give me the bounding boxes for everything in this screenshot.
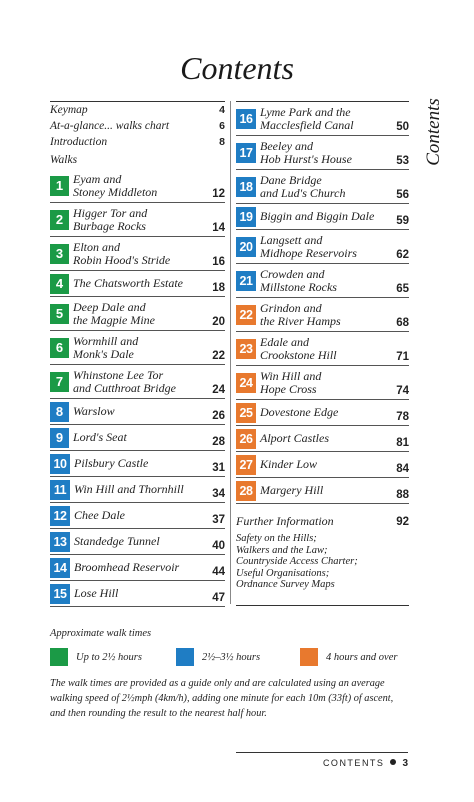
walk-name	[73, 301, 212, 327]
walk-name-line1: Grindon and	[260, 300, 322, 315]
blue-swatch	[176, 648, 194, 666]
walk-name	[74, 457, 212, 470]
walk-number-badge: 4	[50, 274, 69, 294]
walk-entry[interactable]	[50, 331, 225, 365]
further-information-item: Walkers and the Law;	[236, 544, 328, 556]
walk-page: 20	[212, 316, 225, 328]
walk-entry[interactable]	[236, 170, 409, 204]
walk-entry[interactable]	[236, 478, 409, 504]
walk-name-line1: Higger Tor and	[73, 205, 148, 220]
walk-name-line1: Langsett and	[260, 232, 323, 247]
walk-page: 68	[396, 317, 409, 329]
walk-number-badge: 16	[236, 109, 256, 129]
walk-page: 14	[212, 222, 225, 234]
walk-page: 74	[396, 385, 409, 397]
walk-number-badge: 27	[236, 455, 256, 475]
walk-entry[interactable]	[236, 102, 409, 136]
walk-name	[73, 277, 212, 290]
further-information-item: Safety on the Hills;	[236, 533, 317, 544]
walk-number-badge: 1	[50, 176, 69, 196]
walk-name	[260, 484, 396, 497]
walk-entry[interactable]	[236, 298, 409, 332]
walk-name-line2: Crookstone Hill	[260, 347, 337, 362]
walk-name	[260, 140, 396, 166]
walk-page: 12	[212, 188, 225, 200]
walk-name-line1: The Chatsworth Estate	[73, 276, 184, 290]
walk-number-badge: 12	[50, 506, 70, 526]
walk-name-line1: Edale and	[260, 334, 309, 349]
walks-list-left	[50, 169, 225, 607]
walk-name-line2: Monk's Dale	[73, 346, 134, 361]
walk-name-line2: the Magpie Mine	[73, 312, 155, 327]
walk-entry[interactable]	[236, 332, 409, 366]
walk-name-line2: Burbage Rocks	[73, 218, 146, 233]
walk-name-line1: Wormhill and	[73, 333, 139, 348]
front-matter-label: Walks	[50, 153, 78, 166]
walk-name-line1: Kinder Low	[260, 457, 318, 471]
walk-name	[260, 432, 396, 445]
legend-item-short	[50, 648, 142, 666]
walk-entry[interactable]	[236, 264, 409, 298]
walk-page: 65	[396, 283, 409, 295]
walk-page: 84	[396, 463, 409, 475]
walk-name	[260, 370, 396, 396]
walk-name-line1: Win Hill and Thornhill	[74, 482, 184, 496]
walk-number-badge: 5	[50, 304, 69, 324]
walk-page: 31	[212, 462, 225, 474]
walk-times-note: The walk times are provided as a guide only and are calculated using an average walking speed of 2½mph (4km/h), adding one minute for each 10m (33ft) of ascent, and then rounding the result to the nearest half hour.	[50, 678, 394, 719]
walk-name-line2: Stoney Middleton	[73, 184, 158, 199]
walk-name-line2: Hob Hurst's House	[260, 151, 352, 166]
walk-name-line1: Crowden and	[260, 266, 325, 281]
walk-name-line1: Alport Castles	[260, 431, 330, 445]
walk-name-line2: Millstone Rocks	[260, 279, 337, 294]
walk-name	[73, 431, 212, 444]
walk-number-badge: 2	[50, 210, 69, 230]
walk-page: 59	[396, 215, 409, 227]
walk-entry[interactable]	[50, 451, 225, 477]
contents-right-column	[236, 101, 409, 606]
walk-entry[interactable]	[50, 555, 225, 581]
walk-name-line1: Pilsbury Castle	[74, 456, 149, 470]
side-title: Contents	[423, 98, 444, 166]
walk-number-badge: 20	[236, 237, 256, 257]
further-information-entry[interactable]	[236, 514, 409, 529]
walk-name-line1: Lose Hill	[74, 586, 119, 600]
walk-name-line1: Lord's Seat	[73, 430, 127, 444]
front-matter-page: 4	[219, 104, 225, 116]
front-matter-item[interactable]	[50, 102, 225, 118]
walk-name-line1: Lyme Park and the	[260, 104, 351, 119]
walk-name	[73, 405, 212, 418]
column-divider	[230, 101, 231, 604]
walk-page: 44	[212, 566, 225, 578]
walk-name-line2: Robin Hood's Stride	[73, 252, 171, 267]
walk-page: 37	[212, 514, 225, 526]
walk-name-line1: Dane Bridge	[260, 172, 322, 187]
bullet-icon	[390, 759, 396, 765]
further-information-sublist	[236, 533, 409, 591]
walk-number-badge: 24	[236, 373, 256, 393]
walk-number-badge: 11	[50, 480, 70, 500]
front-matter-page: 6	[219, 120, 225, 132]
walk-number-badge: 9	[50, 428, 69, 448]
front-matter-item[interactable]	[50, 118, 225, 134]
walk-number-badge: 18	[236, 177, 256, 197]
walk-page: 71	[396, 351, 409, 363]
walk-number-badge: 19	[236, 207, 256, 227]
further-information-item: Useful Organisations;	[236, 567, 330, 579]
walk-name-line2: the River Hamps	[260, 313, 341, 328]
walk-number-badge: 14	[50, 558, 70, 578]
walk-entry[interactable]	[50, 477, 225, 503]
walk-number-badge: 21	[236, 271, 256, 291]
walk-number-badge: 8	[50, 402, 69, 422]
walk-entry[interactable]	[50, 425, 225, 451]
walk-entry[interactable]	[50, 365, 225, 399]
walk-name-line1: Standedge Tunnel	[74, 534, 160, 548]
walk-page: 26	[212, 410, 225, 422]
walk-entry[interactable]	[236, 366, 409, 400]
walk-name-line1: Broomhead Reservoir	[74, 560, 180, 574]
walk-name	[260, 458, 396, 471]
walk-page: 40	[212, 540, 225, 552]
walk-number-badge: 6	[50, 338, 69, 358]
walk-number-badge: 3	[50, 244, 69, 264]
walk-name	[260, 406, 396, 419]
walk-number-badge: 23	[236, 339, 256, 359]
walk-name	[260, 174, 396, 200]
further-information-page: 92	[396, 515, 409, 528]
walk-name	[74, 535, 212, 548]
further-information-label: Further Information	[236, 514, 334, 528]
walk-name	[73, 173, 212, 199]
front-matter-label: Keymap	[50, 104, 88, 116]
walk-number-badge: 7	[50, 372, 69, 392]
front-matter-list	[50, 102, 225, 169]
walk-entry[interactable]	[50, 581, 225, 607]
legend-label-short: Up to 2½ hours	[76, 651, 142, 663]
walk-page: 28	[212, 436, 225, 448]
walks-list-right	[236, 102, 409, 504]
walk-page: 18	[212, 282, 225, 294]
walk-entry[interactable]	[50, 399, 225, 425]
walk-name-line1: Chee Dale	[74, 508, 125, 522]
walk-name-line1: Whinstone Lee Tor	[73, 367, 164, 382]
walk-name	[260, 268, 396, 294]
walk-name	[260, 106, 396, 132]
walk-page: 88	[396, 489, 409, 501]
walk-name	[260, 336, 396, 362]
front-matter-item[interactable]	[50, 134, 225, 150]
walk-page: 78	[396, 411, 409, 423]
walk-page: 81	[396, 437, 409, 449]
walk-page: 62	[396, 249, 409, 261]
walk-name-line2: and Cutthroat Bridge	[73, 380, 176, 395]
walk-name-line1: Biggin and Biggin Dale	[260, 209, 375, 223]
walk-name-line1: Deep Dale and	[73, 299, 146, 314]
walk-entry[interactable]	[50, 203, 225, 237]
orange-swatch	[300, 648, 318, 666]
walk-page: 53	[396, 155, 409, 167]
walk-name-line1: Win Hill and	[260, 368, 322, 383]
walk-entry[interactable]	[50, 169, 225, 203]
walk-name-line1: Elton and	[73, 239, 120, 254]
bottom-rule-right	[236, 605, 409, 606]
page-footer	[323, 758, 408, 769]
walk-number-badge: 28	[236, 481, 256, 501]
walk-page: 47	[212, 592, 225, 604]
walk-entry[interactable]	[50, 529, 225, 555]
footer-section: CONTENTS	[322, 758, 385, 768]
walk-page: 24	[212, 384, 225, 396]
walk-entry[interactable]	[236, 426, 409, 452]
walk-entry[interactable]	[236, 204, 409, 230]
walk-number-badge: 25	[236, 403, 256, 423]
legend-label-long: 4 hours and over	[326, 651, 398, 663]
walk-name-line1: Beeley and	[260, 138, 313, 153]
walk-page: 34	[212, 488, 225, 500]
walk-number-badge: 26	[236, 429, 256, 449]
walk-name	[74, 509, 212, 522]
page-title: Contents	[180, 50, 294, 86]
walk-entry[interactable]	[50, 271, 225, 297]
walk-entry[interactable]	[236, 230, 409, 264]
walk-name-line1: Eyam and	[73, 171, 122, 186]
approx-walk-times-heading: Approximate walk times	[50, 628, 152, 639]
legend-item-long	[300, 648, 397, 666]
walk-entry[interactable]	[50, 503, 225, 529]
walk-name	[74, 483, 212, 496]
walk-page: 16	[212, 256, 225, 268]
walk-number-badge: 10	[50, 454, 70, 474]
front-matter-label: At-a-glance... walks chart	[50, 120, 170, 132]
legend-label-medium: 2½–3½ hours	[202, 651, 261, 663]
contents-left-column	[50, 101, 225, 607]
front-matter-item[interactable]	[50, 150, 225, 169]
walk-name	[260, 302, 396, 328]
walk-name	[260, 234, 396, 260]
walk-name	[74, 587, 212, 600]
walk-name	[73, 241, 212, 267]
walk-number-badge: 13	[50, 532, 70, 552]
green-swatch	[50, 648, 68, 666]
front-matter-page: 8	[219, 136, 225, 148]
walk-number-badge: 17	[236, 143, 256, 163]
walk-number-badge: 22	[236, 305, 256, 325]
walk-entry[interactable]	[236, 136, 409, 170]
walk-name-line2: Midhope Reservoirs	[260, 245, 357, 260]
walk-name-line2: Macclesfield Canal	[260, 117, 354, 132]
walk-name-line1: Margery Hill	[260, 483, 324, 497]
further-information-item: Ordnance Survey Maps	[236, 579, 335, 590]
front-matter-label: Introduction	[50, 136, 108, 148]
further-information-item: Countryside Access Charter;	[236, 556, 358, 567]
legend-item-medium	[176, 648, 260, 666]
walk-entry[interactable]	[236, 452, 409, 478]
walk-entry[interactable]	[236, 400, 409, 426]
walk-entry[interactable]	[50, 237, 225, 271]
walk-name	[73, 369, 212, 395]
walk-name	[260, 210, 396, 223]
walk-name	[73, 335, 212, 361]
walk-number-badge: 15	[50, 584, 70, 604]
walk-entry[interactable]	[50, 297, 225, 331]
footer-rule	[236, 752, 408, 753]
walk-name-line2: and Lud's Church	[260, 185, 346, 200]
walk-page: 22	[212, 350, 225, 362]
walk-name-line2: Hope Cross	[260, 381, 317, 396]
walk-page: 56	[396, 189, 409, 201]
walk-name	[73, 207, 212, 233]
footer-page-number: 3	[402, 758, 408, 769]
walk-name-line1: Warslow	[73, 404, 115, 418]
walk-page: 50	[396, 121, 409, 133]
walk-name	[74, 561, 212, 574]
walk-name-line1: Dovestone Edge	[260, 405, 339, 419]
